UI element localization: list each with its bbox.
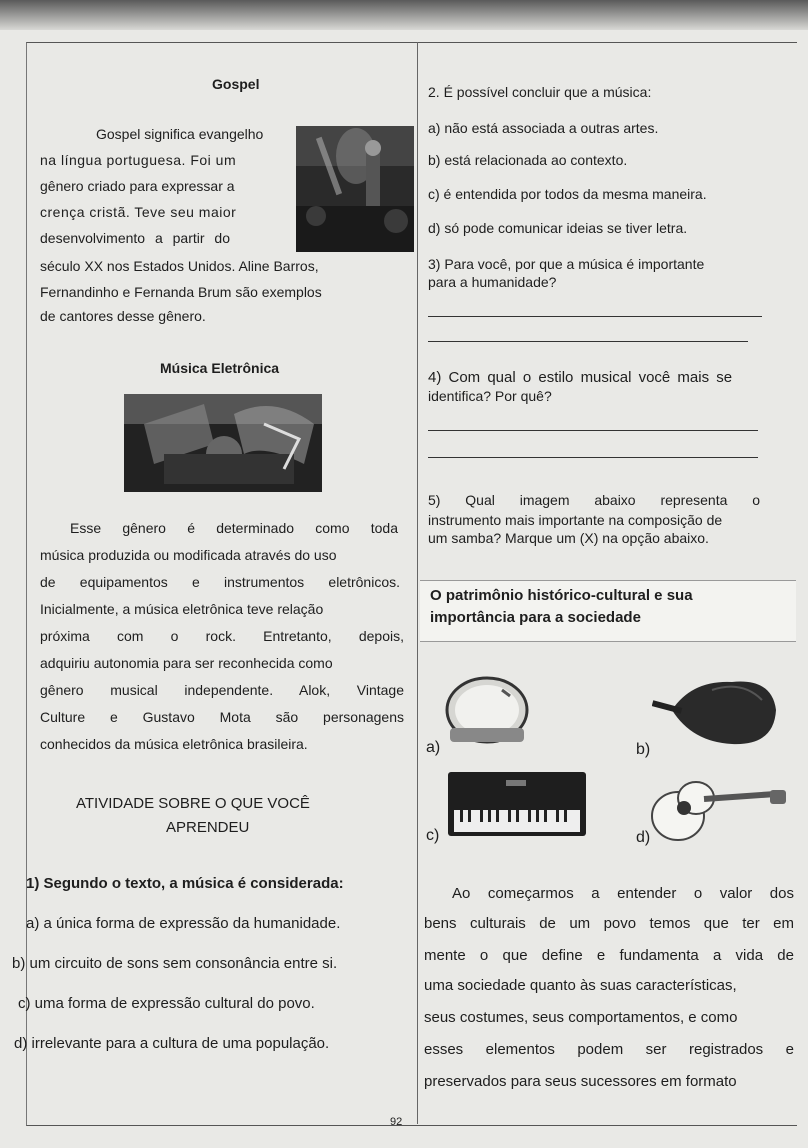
option-d-label: d) — [636, 829, 651, 846]
q4-prompt: identifica? Por quê? — [428, 388, 552, 404]
heritage-text-line: mente o que define e fundamenta a vida de — [424, 947, 794, 964]
q2-option-a: a) não está associada a outras artes. — [428, 120, 659, 136]
page-number: 92 — [390, 1116, 403, 1128]
activity-title: ATIVIDADE SOBRE O QUE VOCÊ — [76, 795, 310, 812]
electronic-music-photo — [124, 394, 322, 492]
eletronica-line: música produzida ou modificada através do uso — [40, 547, 337, 563]
q4-prompt: 4) Com qual o estilo musical você mais se — [428, 369, 733, 386]
q3-answer-line[interactable] — [428, 316, 762, 317]
eletronica-line: adquiriu autonomia para ser reconhecida como — [40, 655, 333, 671]
option-c-label: c) — [426, 827, 440, 844]
gospel-line: gênero criado para expressar a — [40, 178, 235, 194]
q5-prompt: instrumento mais importante na composição de — [428, 512, 723, 528]
q2-option-d: d) só pode comunicar ideias se tiver letra. — [428, 220, 688, 236]
q4-answer-line[interactable] — [428, 457, 758, 458]
heritage-text-line: Ao começarmos a entender o valor dos — [452, 885, 794, 902]
violin-image[interactable] — [652, 670, 778, 750]
column-divider — [417, 42, 418, 1124]
q4-answer-line[interactable] — [428, 430, 758, 431]
q1-option-d: d) irrelevante para a cultura de uma população. — [14, 1035, 330, 1052]
q1-option-a: a) a única forma de expressão da humanidade. — [26, 915, 341, 932]
gospel-line: desenvolvimento a partir do — [40, 230, 230, 246]
gospel-concert-photo — [296, 126, 414, 252]
gospel-line: século XX nos Estados Unidos. Aline Barros, — [40, 258, 319, 274]
q2-prompt: 2. É possível concluir que a música: — [428, 84, 652, 100]
heritage-title: importância para a sociedade — [430, 609, 641, 626]
q1-option-b: b) um circuito de sons sem consonância entre si. — [12, 955, 338, 972]
q3-answer-line[interactable] — [428, 341, 748, 342]
heritage-title: O patrimônio histórico-cultural e sua — [430, 587, 693, 604]
eletronica-line: Culture e Gustavo Mota são personagens — [40, 709, 404, 725]
eletronica-line: conhecidos da música eletrônica brasileira. — [40, 736, 308, 752]
q5-prompt: 5) Qual imagem abaixo representa o — [428, 492, 760, 508]
eletronica-line: Inicialmente, a música eletrônica teve relação — [40, 601, 324, 617]
heritage-text-line: uma sociedade quanto às suas características, — [424, 977, 737, 994]
eletronica-line: Esse gênero é determinado como toda — [70, 520, 398, 536]
activity-title: APRENDEU — [166, 819, 250, 836]
q2-option-c: c) é entendida por todos da mesma maneira. — [428, 186, 707, 202]
option-a-label: a) — [426, 739, 441, 756]
q2-option-b: b) está relacionada ao contexto. — [428, 152, 628, 168]
heritage-text-line: bens culturais de um povo temos que ter em — [424, 915, 794, 932]
eletronica-line: de equipamentos e instrumentos eletrônicos. — [40, 574, 400, 590]
heritage-text-line: preservados para seus sucessores em formato — [424, 1073, 737, 1090]
q1-prompt: 1) Segundo o texto, a música é considerada: — [26, 875, 344, 892]
gospel-line: Fernandinho e Fernanda Brum são exemplos — [40, 284, 322, 300]
gospel-line: Gospel significa evangelho — [96, 126, 264, 142]
page-top-edge — [0, 0, 808, 30]
q1-option-c: c) uma forma de expressão cultural do povo. — [18, 995, 315, 1012]
option-b-label: b) — [636, 741, 651, 758]
gospel-line: crença cristã. Teve seu maior — [40, 204, 237, 220]
q3-prompt: para a humanidade? — [428, 274, 557, 290]
heritage-text-line: seus costumes, seus comportamentos, e como — [424, 1009, 738, 1026]
q3-prompt: 3) Para você, por que a música é importante — [428, 256, 705, 272]
gospel-line: na língua portuguesa. Foi um — [40, 152, 237, 168]
tambourine-image[interactable] — [444, 674, 530, 750]
q5-prompt: um samba? Marque um (X) na opção abaixo. — [428, 530, 709, 546]
gospel-title: Gospel — [212, 76, 260, 92]
gospel-line: de cantores desse gênero. — [40, 308, 206, 324]
keyboard-image[interactable] — [446, 770, 588, 838]
eletronica-line: gênero musical independente. Alok, Vintage — [40, 682, 404, 698]
guitar-image[interactable] — [650, 764, 790, 844]
eletronica-line: próxima com o rock. Entretanto, depois, — [40, 628, 404, 644]
heritage-text-line: esses elementos podem ser registrados e — [424, 1041, 794, 1058]
eletronica-title: Música Eletrônica — [160, 360, 280, 376]
